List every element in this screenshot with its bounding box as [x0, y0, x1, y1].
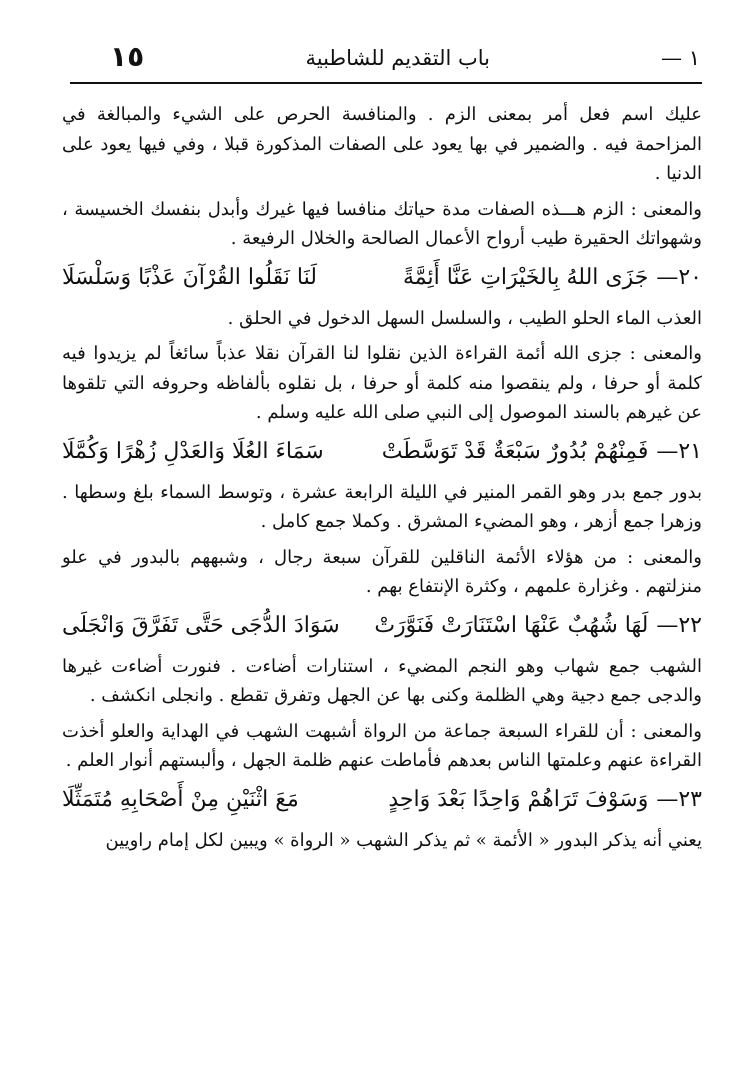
- chapter-number: ١ —: [661, 46, 700, 70]
- commentary-paragraph: يعني أنه يذكر البدور « الأئمة » ثم يذكر الشهب « الرواة » ويبين لكل إمام راويين: [105, 829, 702, 851]
- commentary-paragraph: العذب الماء الحلو الطيب ، والسلسل السهل الدخول في الحلق .: [227, 307, 702, 329]
- poem-verse: [62, 782, 702, 818]
- verse-number: ٢٠—: [656, 264, 702, 290]
- verse-second-hemistich: سَمَاءَ العُلَا وَالعَدْلِ زُهْرًا وَكُمَّلَا: [61, 438, 324, 464]
- verse-first-hemistich: لَهَا شُهُبٌ عَنْهَا اسْتَنَارَتْ فَنَوَّرَتْ: [374, 612, 649, 638]
- page-body: [62, 100, 702, 861]
- verse-number: ٢١—: [656, 438, 702, 464]
- commentary-paragraph: والمعنى : من هؤلاء الأئمة الناقلين للقرآن سبعة رجال ، وشبههم بالبدور في علو منزلتهم . وغزارة علمهم ، وكثرة الإنتفاع بهم .: [62, 546, 702, 597]
- poem-verse: [62, 608, 702, 644]
- page-number: ١٥: [110, 40, 145, 73]
- verse-first-hemistich: وَسَوْفَ تَرَاهُمْ وَاحِدًا بَعْدَ وَاحِدٍ: [388, 786, 649, 812]
- poem-verse: [62, 260, 702, 296]
- verse-second-hemistich: سَوَادَ الدُّجَى حَتَّى تَفَرَّقَ وَانْجَلَى: [61, 612, 340, 638]
- verse-number: ٢٢—: [656, 612, 702, 638]
- verse-first-hemistich: فَمِنْهُمْ بُدُورٌ سَبْعَةٌ قَدْ تَوَسَّطَتْ: [381, 438, 649, 464]
- commentary-paragraph: والمعنى : أن للقراء السبعة جماعة من الرواة أشبهت الشهب في الهداية والعلو أخذت القراءة عنهم وعلمتها الناس بعدهم فأماطت عنهم ظلمة الجهل ، وألبستهم أنوار العلم .: [62, 720, 702, 771]
- page-header: [70, 38, 700, 78]
- commentary-paragraph: عليك اسم فعل أمر بمعنى الزم . والمنافسة الحرص على الشيء والمبالغة في المزاحمة فيه . والضمير في بها يعود على الصفات المذكورة قبلا ، وفي فيها يعود على الدنيا .: [62, 104, 702, 184]
- poem-verse: [62, 434, 702, 470]
- verse-second-hemistich: مَعَ اثْنَيْنِ مِنْ أَصْحَابِهِ مُتَمَثِّلَا: [61, 786, 299, 812]
- commentary-paragraph: الشهب جمع شهاب وهو النجم المضيء ، استنارات أضاءت . فنورت أضاءت غيرها والدجى جمع دجية وهي الظلمة وكنى بها عن الجهل وتفرق تقطع . وانجلى انكشف .: [62, 655, 702, 706]
- verse-first-hemistich: جَزَى اللهُ بِالخَيْرَاتِ عَنَّا أَئِمَّةً: [402, 264, 649, 290]
- commentary-paragraph: بدور جمع بدر وهو القمر المنير في الليلة الرابعة عشرة ، وتوسط السماء بلغ وسطها . وزهرا جمع أزهر ، وهو المضيء المشرق . وكملا جمع كامل .: [62, 481, 702, 532]
- header-rule: [70, 82, 702, 84]
- verse-second-hemistich: لَنَا نَقَلُوا القُرْآنَ عَذْبًا وَسَلْسَلَا: [61, 264, 317, 290]
- verse-number: ٢٣—: [656, 786, 702, 812]
- commentary-paragraph: والمعنى : جزى الله أئمة القراءة الذين نقلوا لنا القرآن نقلا عذباً سائغاً لم يزيدوا فيه كلمة أو حرفا ، ولم ينقصوا منه كلمة أو حرفا ، بل نقلوه بألفاظه وحروفه التي تلقوها عن غيرهم بالسند الموصول إلى النبي صلى الله عليه وسلم .: [62, 343, 702, 423]
- commentary-paragraph: والمعنى : الزم هـــذه الصفات مدة حياتك منافسا فيها غيرك وأبدل بنفسك الخسيسة ، وشهواتك الحقيرة طيب أرواح الأعمال الصالحة والخلال الرفيعة .: [62, 198, 702, 249]
- chapter-title: باب التقديم للشاطبية: [305, 46, 490, 70]
